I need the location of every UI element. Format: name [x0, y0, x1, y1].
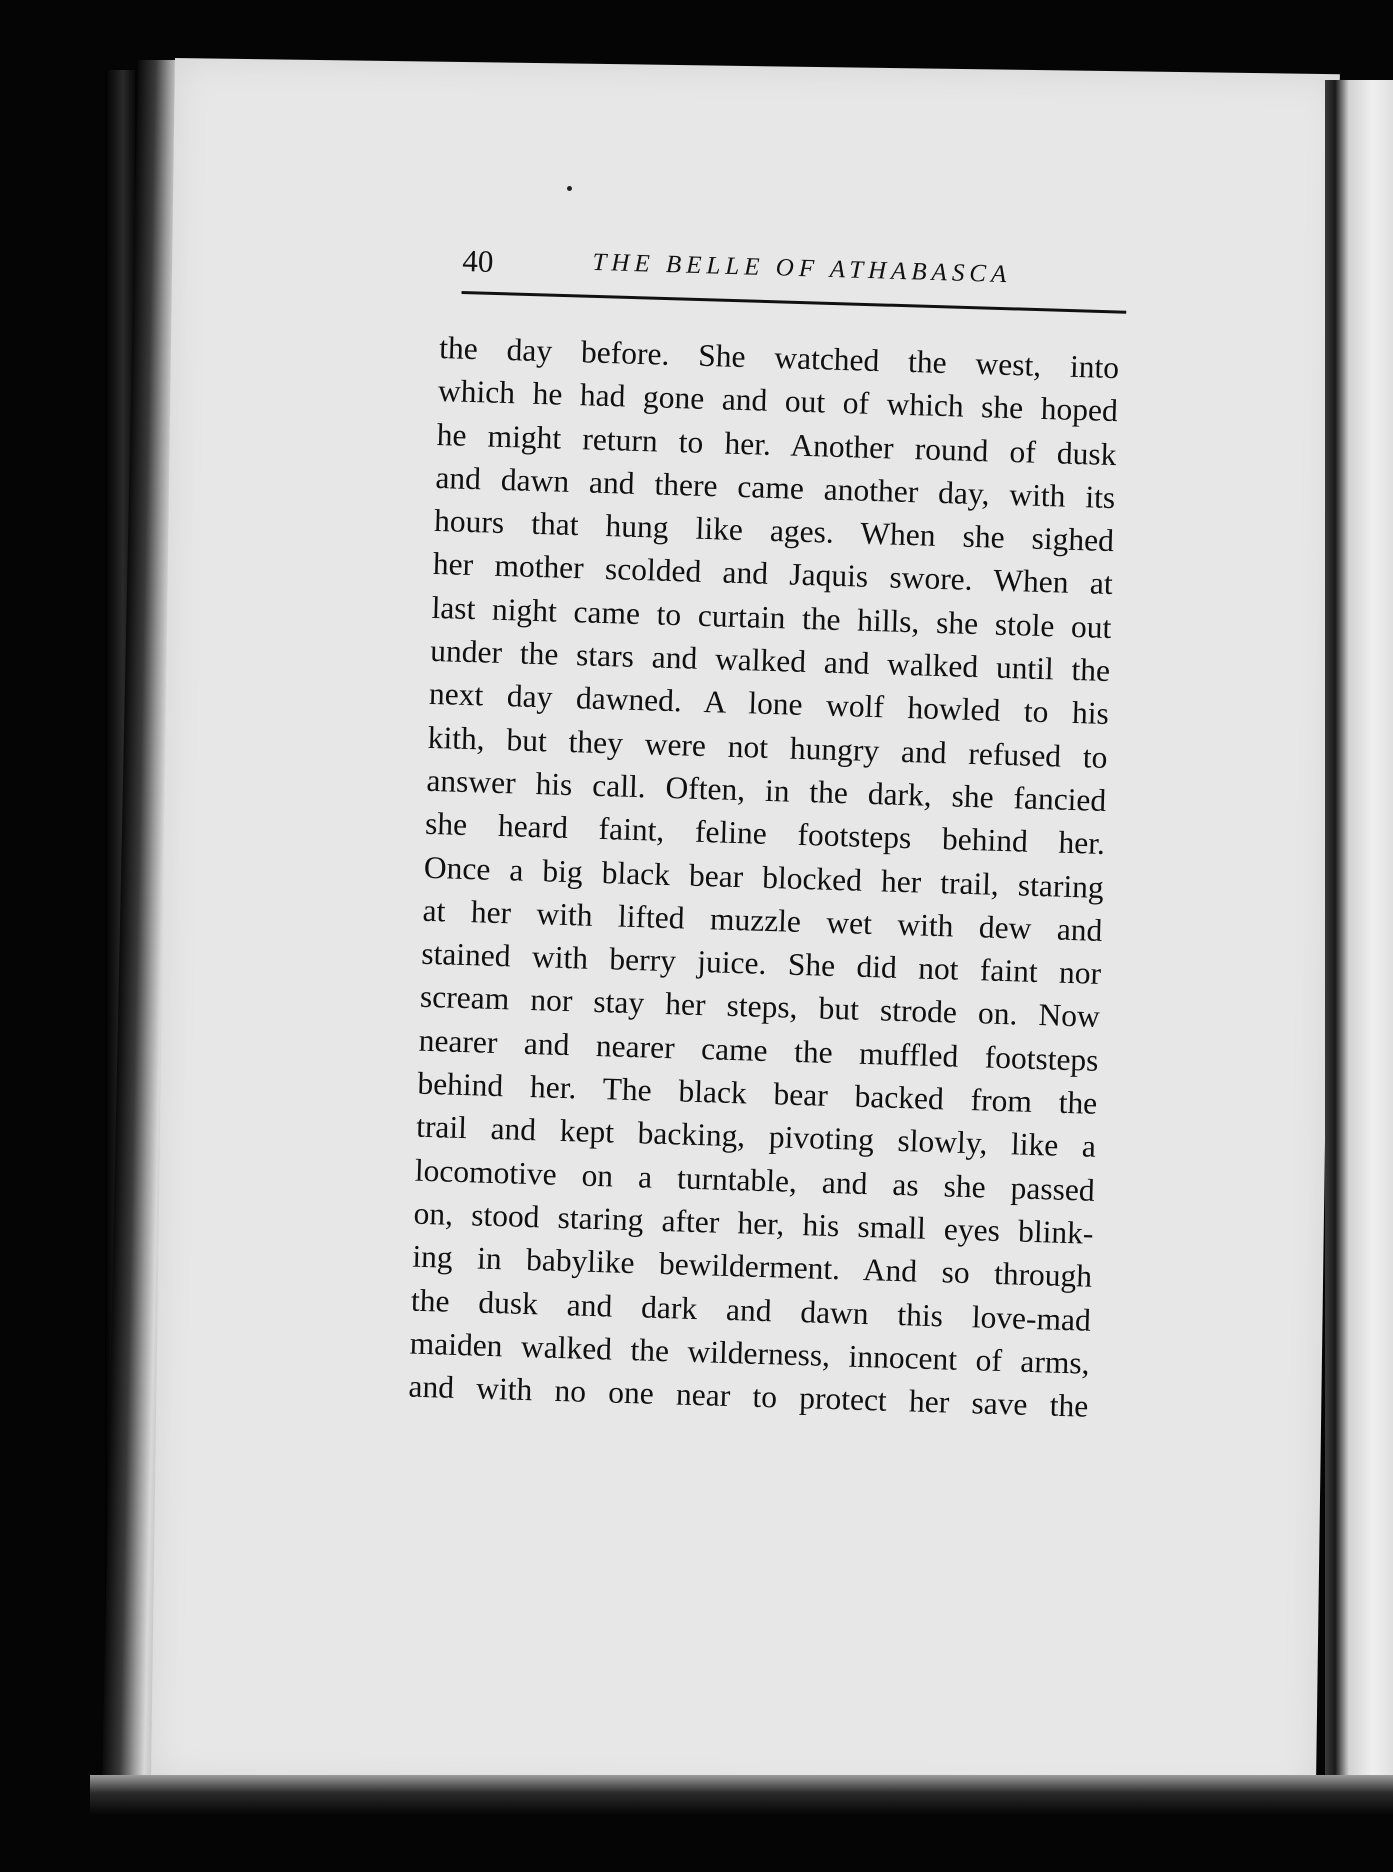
text-line: next day dawned. A lone wolf howled to his	[428, 676, 1110, 732]
page-number: 40	[461, 243, 494, 279]
text-line: at her with lifted muzzle wet with dew and	[422, 892, 1103, 948]
text-line: Once a big black bear blocked her trail, staring	[423, 849, 1105, 905]
text-line: answer his call. Often, in the dark, she fancied	[425, 762, 1107, 818]
text-line: scream nor stay her steps, but strode on. Now	[419, 979, 1101, 1035]
text-line: ing in babylike bewilderment. And so through	[411, 1238, 1093, 1294]
ink-speck	[567, 186, 572, 191]
text-line: the day before. She watched the west, into	[438, 329, 1120, 386]
text-line: behind her. The black bear backed from the	[417, 1065, 1098, 1121]
text-line: hours that hung like ages. When she sighed	[433, 503, 1115, 559]
text-line: and with no one near to protect her save the	[408, 1368, 1089, 1424]
text-line: locomotive on a turntable, and as she passed	[414, 1152, 1096, 1208]
body-text	[408, 326, 1120, 1428]
text-line: last night came to curtain the hills, she stole out	[431, 589, 1112, 645]
text-line: stained with berry juice. She did not faint nor	[420, 935, 1102, 992]
book-edge-right	[1325, 80, 1393, 1800]
text-line: he might return to her. Another round of dusk	[436, 416, 1118, 472]
text-line: on, stood staring after her, his small eyes blink-	[413, 1195, 1094, 1251]
text-line: kith, but they were not hungry and refused to	[427, 719, 1109, 775]
text-line: trail and kept backing, pivoting slowly, like a	[415, 1108, 1097, 1165]
text-line: she heard faint, feline footsteps behind her.	[424, 806, 1106, 862]
text-line: and dawn and there came another day, with its	[434, 459, 1116, 515]
running-head: THE BELLE OF ATHABASCA	[592, 248, 1012, 289]
text-line: which he had gone and out of which she hoped	[437, 373, 1119, 429]
text-line: the dusk and dark and dawn this love-mad	[410, 1282, 1092, 1338]
text-line: nearer and nearer came the muffled footsteps	[418, 1022, 1100, 1078]
text-line: under the stars and walked and walked until the	[429, 632, 1111, 689]
page-bottom-shadow	[90, 1775, 1393, 1815]
text-line: her mother scolded and Jaquis swore. When at	[432, 546, 1114, 602]
text-line: maiden walked the wilderness, innocent of arms,	[409, 1325, 1091, 1381]
